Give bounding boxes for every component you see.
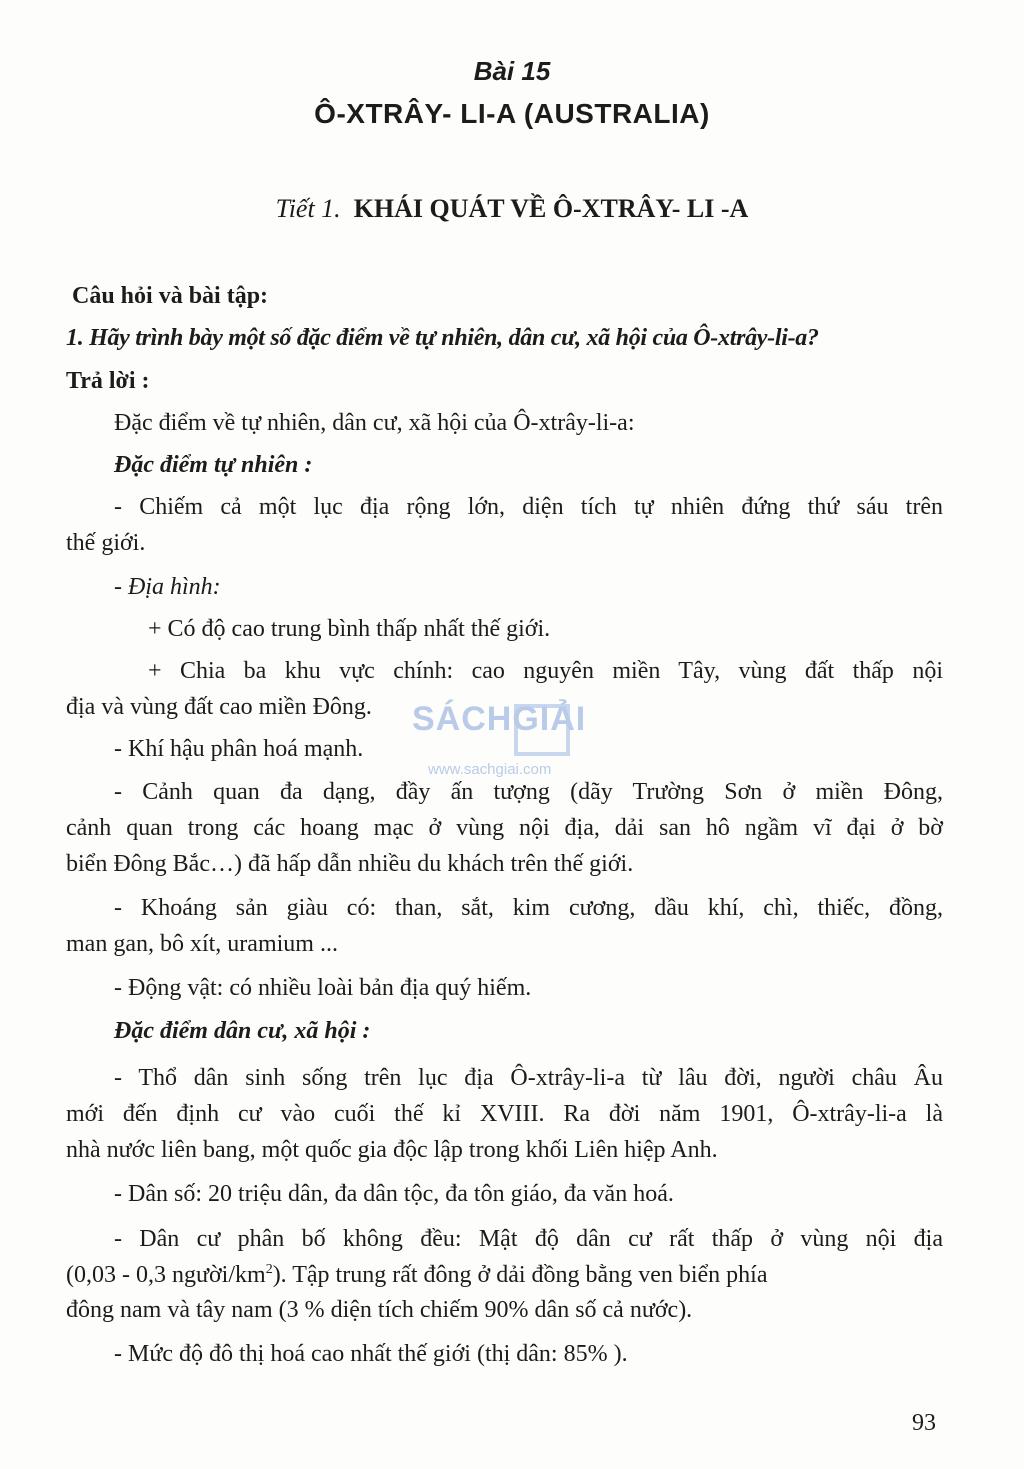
superscript: 2 <box>265 1262 273 1277</box>
population-size: - Dân số: 20 triệu dân, đa dân tộc, đa tôn giáo, đa văn hoá. <box>114 1181 674 1207</box>
distribution-line1: - Dân cư phân bố không đều: Mật độ dân cư rất thấp ở vùng nội địa <box>114 1226 943 1252</box>
intro-text: Đặc điểm về tự nhiên, dân cư, xã hội của Ô-xtrây-li-a: <box>114 410 635 436</box>
natural-area-line2: thế giới. <box>66 530 146 556</box>
landscape-line2: cảnh quan trong các hoang mạc ở vùng nội địa, dải san hô ngầm vĩ đại ở bờ <box>66 815 943 841</box>
population-heading: Đặc điểm dân cư, xã hội : <box>114 1018 371 1044</box>
distribution-line2-main <box>66 1262 768 1289</box>
subtitle-part: Tiết 1. <box>275 194 341 223</box>
lesson-subtitle <box>0 194 1024 224</box>
history-line3: nhà nước liên bang, một quốc gia độc lập trong khối Liên hiệp Anh. <box>66 1137 718 1163</box>
watermark-url: www.sachgiai.com <box>428 761 552 778</box>
natural-area-line1: - Chiếm cả một lục địa rộng lớn, diện tích tự nhiên đứng thứ sáu trên <box>114 494 943 520</box>
animals-text: - Động vật: có nhiều loài bản địa quý hiếm. <box>114 975 532 1001</box>
minerals-line2: man gan, bô xít, uramium ... <box>66 931 338 957</box>
minerals-line1: - Khoáng sản giàu có: than, sắt, kim cương, dầu khí, chì, thiếc, đồng, <box>114 895 943 921</box>
answer-label: Trả lời : <box>66 368 150 394</box>
distribution-line2-a: (0,03 - 0,3 người/km <box>66 1262 266 1288</box>
watermark <box>412 700 622 780</box>
urbanization-text: - Mức độ đô thị hoá cao nhất thế giới (thị dân: 85% ). <box>114 1341 628 1367</box>
natural-heading: Đặc điểm tự nhiên : <box>114 452 313 478</box>
terrain-item-2-line1: + Chia ba khu vực chính: cao nguyên miền Tây, vùng đất thấp nội <box>148 658 943 684</box>
section-heading: Câu hỏi và bài tập: <box>72 283 269 309</box>
history-line2: mới đến định cư vào cuối thế kỉ XVIII. Ra đời năm 1901, Ô-xtrây-li-a là <box>66 1101 943 1127</box>
watermark-brand: SÁCHGIẢI <box>412 700 587 738</box>
lesson-number: Bài 15 <box>473 56 551 86</box>
climate-text: - Khí hậu phân hoá mạnh. <box>114 736 364 762</box>
terrain-item-1: + Có độ cao trung bình thấp nhất thế giới. <box>148 616 551 642</box>
history-line1: - Thổ dân sinh sống trên lục địa Ô-xtrây-li-a từ lâu đời, người châu Âu <box>114 1065 943 1091</box>
distribution-line2-b: ). Tập trung rất đông ở dải đồng bằng ven biển phía <box>272 1262 768 1288</box>
page-number: 93 <box>912 1410 936 1436</box>
landscape-line3: biển Đông Bắc…) đã hấp dẫn nhiều du khách trên thế giới. <box>66 851 634 877</box>
subtitle-text: KHÁI QUÁT VỀ Ô-XTRÂY- LI -A <box>353 194 749 223</box>
terrain-label: - Địa hình: <box>114 574 221 600</box>
distribution-line2 <box>66 1262 943 1289</box>
lesson-title: Ô-XTRÂY- LI-A (AUSTRALIA) <box>314 98 710 129</box>
question-1: 1. Hãy trình bày một số đặc điểm về tự nhiên, dân cư, xã hội của Ô-xtrây-li-a? <box>66 325 819 351</box>
terrain-item-2-line2: địa và vùng đất cao miền Đông. <box>66 694 372 720</box>
distribution-line3: đông nam và tây nam (3 % diện tích chiếm 90% dân số cả nước). <box>66 1297 693 1323</box>
landscape-line1: - Cảnh quan đa dạng, đầy ấn tượng (dãy Trường Sơn ở miền Đông, <box>114 779 943 805</box>
